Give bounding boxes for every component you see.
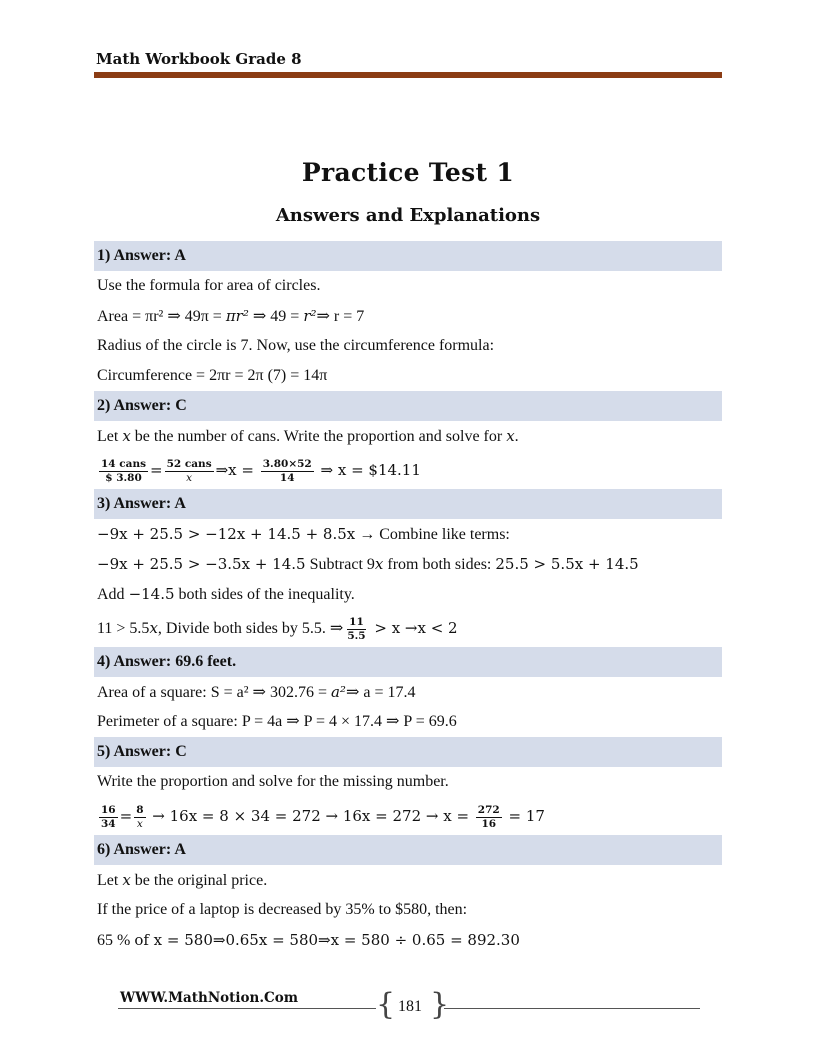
answer-6-line-2: If the price of a laptop is decreased by 35% to $580, then: <box>97 901 468 918</box>
text: Add <box>97 586 129 603</box>
denominator: 34 <box>101 817 116 830</box>
math: a² <box>330 683 346 701</box>
answer-6-line-1 <box>94 865 722 895</box>
answers-content <box>94 241 722 955</box>
text: Area = πr² ⇒ 49π = <box>97 308 226 325</box>
answer-3-line-2 <box>94 549 722 579</box>
fraction <box>345 616 367 643</box>
math: −9x + 25.5 > −3.5x + 14.5 <box>97 555 306 573</box>
math: = <box>119 807 133 825</box>
math: ⇒x = <box>215 461 259 479</box>
math: ⇒ x = $14.11 <box>315 461 421 479</box>
text: be the original price. <box>130 872 268 889</box>
text: be the number of cans. Write the proportion and solve for <box>130 428 507 445</box>
math: = 17 <box>503 807 545 825</box>
denominator: x <box>186 471 193 484</box>
text: . <box>514 428 519 445</box>
denominator: x <box>136 817 143 830</box>
numerator: 8 <box>136 803 144 816</box>
answer-3-line-4 <box>94 609 722 647</box>
page-title: Practice Test 1 <box>301 158 515 187</box>
denominator: 5.5 <box>347 629 366 642</box>
fraction <box>261 458 314 485</box>
answer-5-heading: 5) Answer: C <box>94 737 722 767</box>
answer-6-line-3 <box>94 925 722 955</box>
text: 65 % <box>97 932 135 949</box>
math: x <box>122 427 131 445</box>
text: → Combine like terms: <box>355 526 510 543</box>
numerator: 14 cans <box>101 457 147 470</box>
text: ⇒ a = 17.4 <box>345 684 416 701</box>
text: Area of a square: S = a² ⇒ 302.76 = <box>97 684 331 701</box>
denominator: $ 3.80 <box>105 471 142 484</box>
text: Subtract 9 <box>305 556 375 573</box>
fraction <box>99 458 148 485</box>
answer-4-heading: 4) Answer: 69.6 feet. <box>94 647 722 677</box>
page-number: 181 <box>398 998 422 1015</box>
math: πr² <box>225 307 249 325</box>
text: ⇒ r = 7 <box>316 308 365 325</box>
answer-1-line-1: Use the formula for area of circles. <box>97 277 321 294</box>
math: −14.5 <box>128 585 175 603</box>
math: 25.5 > 5.5x + 14.5 <box>495 555 639 573</box>
math: x <box>122 871 131 889</box>
footer-rule <box>118 1008 376 1009</box>
numerator: 272 <box>477 803 500 816</box>
answer-3-line-1 <box>94 519 722 549</box>
answer-1-line-2 <box>94 301 722 331</box>
numerator: 52 cans <box>166 457 212 470</box>
math: = <box>150 461 163 479</box>
header-rule <box>94 72 722 78</box>
answer-1-heading: 1) Answer: A <box>94 241 722 271</box>
math: x <box>374 555 384 573</box>
numerator: 3.80×52 <box>262 457 312 470</box>
text: both sides of the inequality. <box>174 586 355 603</box>
math: x <box>506 427 515 445</box>
denominator: 14 <box>279 471 295 484</box>
answer-3-heading: 3) Answer: A <box>94 489 722 519</box>
footer-rule <box>444 1008 700 1009</box>
math: r² <box>303 307 317 325</box>
answer-3-line-3 <box>94 579 722 609</box>
text: from both sides: <box>383 556 496 573</box>
answer-1-line-3: Radius of the circle is 7. Now, use the circumference formula: <box>97 337 495 354</box>
text: 11 > 5.5 <box>97 620 150 637</box>
math: > x →x < 2 <box>369 619 458 637</box>
left-brace: { <box>376 987 396 1022</box>
text: , Divide both sides by 5.5. ⇒ <box>157 620 344 637</box>
answer-2-line-2 <box>94 451 722 489</box>
right-brace: } <box>430 987 450 1022</box>
denominator: 16 <box>481 817 497 830</box>
footer-website: WWW.MathNotion.Com <box>120 990 299 1006</box>
answer-5-line-2 <box>94 797 722 835</box>
fraction <box>99 804 118 831</box>
text: Let <box>97 428 123 445</box>
page-subtitle: Answers and Explanations <box>275 205 541 226</box>
book-title: Math Workbook Grade 8 <box>96 50 302 68</box>
answer-5-line-1: Write the proportion and solve for the missing number. <box>97 773 449 790</box>
answer-2-line-1 <box>94 421 722 451</box>
answer-2-heading: 2) Answer: C <box>94 391 722 421</box>
answer-4-line-2: Perimeter of a square: P = 4a ⇒ P = 4 × 17.4 ⇒ P = 69.6 <box>97 713 457 730</box>
numerator: 11 <box>349 615 364 628</box>
math: x <box>149 619 158 637</box>
math: −9x + 25.5 > −12x + 14.5 + 8.5x <box>97 525 356 543</box>
math: → 16x = 8 × 34 = 272 → 16x = 272 → x = <box>147 807 474 825</box>
numerator: 16 <box>101 803 116 816</box>
answer-6-heading: 6) Answer: A <box>94 835 722 865</box>
fraction <box>165 458 214 485</box>
math: of x = 580⇒0.65x = 580⇒x = 580 ÷ 0.65 = 892.30 <box>134 931 520 949</box>
text: ⇒ 49 = <box>248 308 304 325</box>
fraction <box>476 804 502 831</box>
answer-4-line-1 <box>94 677 722 707</box>
text: Let <box>97 872 123 889</box>
answer-1-line-4: Circumference = 2πr = 2π (7) = 14π <box>97 367 328 384</box>
fraction <box>134 804 145 831</box>
